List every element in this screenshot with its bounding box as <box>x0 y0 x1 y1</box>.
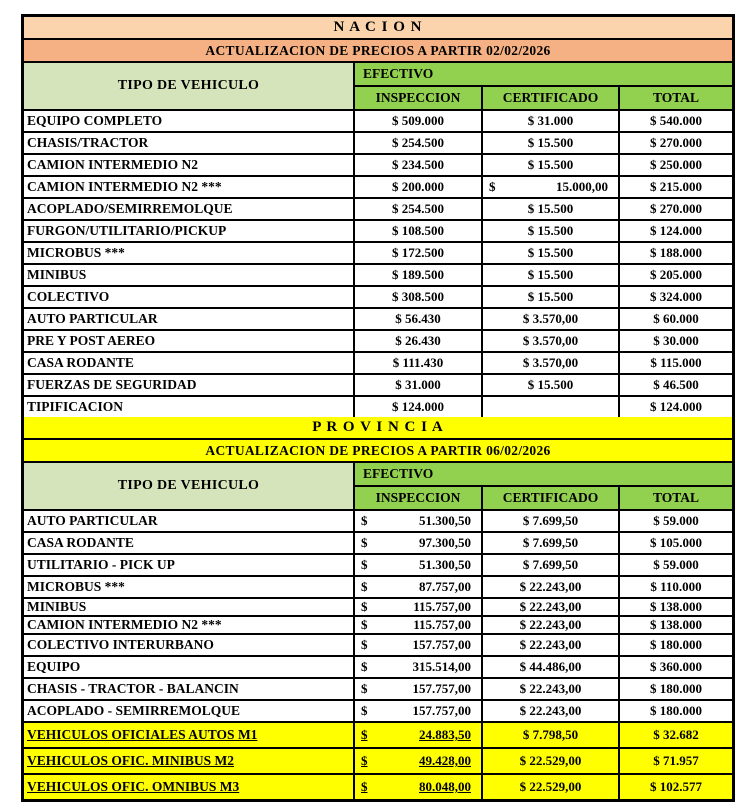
table-row <box>24 657 732 679</box>
inspeccion-value: $ 234.500 <box>355 155 483 175</box>
total-value: $ 71.957 <box>620 749 732 773</box>
vehicle-type-label: COLECTIVO <box>24 287 355 307</box>
inspeccion-value <box>355 577 483 597</box>
inspeccion-value <box>355 749 483 773</box>
vehicle-type-label: AUTO PARTICULAR <box>24 309 355 329</box>
total-value: $ 138.000 <box>620 599 732 615</box>
certificado-value: $ 15.500 <box>483 265 620 285</box>
total-value: $ 30.000 <box>620 331 732 351</box>
total-value: $ 180.000 <box>620 635 732 655</box>
table-row <box>24 599 732 617</box>
currency-symbol: $ <box>361 681 368 696</box>
total-value: $ 270.000 <box>620 133 732 153</box>
inspeccion-value <box>355 775 483 799</box>
total-value: $ 180.000 <box>620 679 732 699</box>
total-value: $ 270.000 <box>620 199 732 219</box>
column-headers <box>355 87 732 109</box>
section-subtitle <box>24 440 732 463</box>
table-row <box>24 555 732 577</box>
inspeccion-value: $ 254.500 <box>355 133 483 153</box>
amount-value: 24.883,50 <box>419 727 471 742</box>
certificado-value: $ 15.500 <box>483 243 620 263</box>
table-row-highlight <box>24 775 732 799</box>
total-column-header: TOTAL <box>620 487 732 509</box>
total-value: $ 59.000 <box>620 511 732 531</box>
table-row <box>24 533 732 555</box>
total-value: $ 324.000 <box>620 287 732 307</box>
section <box>24 17 732 417</box>
certificado-value: $ 15.500 <box>483 221 620 241</box>
currency-symbol: $ <box>361 727 368 742</box>
inspeccion-value: $ 254.500 <box>355 199 483 219</box>
table-header <box>24 63 732 111</box>
amount-value: 157.757,00 <box>412 637 471 652</box>
table-row <box>24 635 732 657</box>
certificado-value: $ 7.699,50 <box>483 511 620 531</box>
total-value: $ 205.000 <box>620 265 732 285</box>
currency-symbol: $ <box>361 513 368 528</box>
table-row <box>24 221 732 243</box>
certificado-value: $ 7.699,50 <box>483 533 620 553</box>
inspeccion-value <box>355 723 483 747</box>
certificado-value <box>483 177 620 197</box>
certificado-value: $ 22.243,00 <box>483 679 620 699</box>
certificado-value: $ 15.500 <box>483 155 620 175</box>
certificado-column-header: CERTIFICADO <box>483 487 620 509</box>
vehicle-type-label: CHASIS/TRACTOR <box>24 133 355 153</box>
amount-value: 51.300,50 <box>419 513 471 528</box>
table-row <box>24 701 732 723</box>
currency-symbol: $ <box>361 659 368 674</box>
section-subtitle-text: ACTUALIZACION DE PRECIOS A PARTIR 06/02/2026 <box>205 442 551 458</box>
amount-value: 97.300,50 <box>419 535 471 550</box>
column-headers <box>355 487 732 509</box>
vehicle-type-label: VEHICULOS OFIC. MINIBUS M2 <box>24 749 355 773</box>
vehicle-type-label: CASA RODANTE <box>24 353 355 373</box>
vehicle-type-label: CASA RODANTE <box>24 533 355 553</box>
amount-value: 315.514,00 <box>412 659 471 674</box>
total-value: $ 115.000 <box>620 353 732 373</box>
inspeccion-value <box>355 679 483 699</box>
certificado-value: $ 15.500 <box>483 133 620 153</box>
certificado-value: $ 3.570,00 <box>483 331 620 351</box>
inspeccion-value <box>355 555 483 575</box>
table-row <box>24 155 732 177</box>
vehicle-type-label: CAMION INTERMEDIO N2 <box>24 155 355 175</box>
currency-symbol: $ <box>361 637 368 652</box>
certificado-value: $ 44.486,00 <box>483 657 620 677</box>
table-row <box>24 577 732 599</box>
amount-value: 51.300,50 <box>419 557 471 572</box>
vehicle-type-label: CAMION INTERMEDIO N2 *** <box>24 617 355 633</box>
inspeccion-value: $ 111.430 <box>355 353 483 373</box>
inspeccion-column-header: INSPECCION <box>355 87 483 109</box>
certificado-value: $ 3.570,00 <box>483 353 620 373</box>
efectivo-header-group <box>355 63 732 109</box>
inspeccion-value: $ 172.500 <box>355 243 483 263</box>
vehicle-type-label: PRE Y POST AEREO <box>24 331 355 351</box>
table-row <box>24 353 732 375</box>
section-title <box>24 17 732 40</box>
total-value: $ 124.000 <box>620 397 732 417</box>
currency-symbol: $ <box>361 557 368 572</box>
section-subtitle-text: ACTUALIZACION DE PRECIOS A PARTIR 02/02/2026 <box>205 42 551 58</box>
currency-symbol: $ <box>361 599 368 614</box>
table-row-highlight <box>24 723 732 749</box>
vehicle-type-label: MICROBUS *** <box>24 243 355 263</box>
amount-value: 87.757,00 <box>419 579 471 594</box>
vehicle-type-label: TIPIFICACION <box>24 397 355 417</box>
efectivo-header: EFECTIVO <box>355 63 732 87</box>
certificado-value: $ 22.243,00 <box>483 635 620 655</box>
amount-value: 157.757,00 <box>412 703 471 718</box>
currency-symbol: $ <box>361 617 368 632</box>
total-value: $ 540.000 <box>620 111 732 131</box>
section-rows <box>24 511 732 799</box>
inspeccion-value <box>355 635 483 655</box>
inspeccion-value: $ 509.000 <box>355 111 483 131</box>
table-row <box>24 511 732 533</box>
certificado-column-header: CERTIFICADO <box>483 87 620 109</box>
certificado-value: $ 22.243,00 <box>483 617 620 633</box>
vehicle-type-label: FURGON/UTILITARIO/PICKUP <box>24 221 355 241</box>
inspeccion-value <box>355 599 483 615</box>
table-row <box>24 287 732 309</box>
section-subtitle <box>24 40 732 63</box>
section-title <box>24 417 732 440</box>
vehicle-type-label: COLECTIVO INTERURBANO <box>24 635 355 655</box>
vehicle-type-label: UTILITARIO - PICK UP <box>24 555 355 575</box>
table-row <box>24 111 732 133</box>
table-row <box>24 243 732 265</box>
amount-value: 80.048,00 <box>419 779 471 794</box>
total-value: $ 124.000 <box>620 221 732 241</box>
vehicle-type-label: FUERZAS DE SEGURIDAD <box>24 375 355 395</box>
inspeccion-value: $ 308.500 <box>355 287 483 307</box>
inspeccion-value <box>355 533 483 553</box>
vehicle-type-label: AUTO PARTICULAR <box>24 511 355 531</box>
vehicle-type-label: EQUIPO COMPLETO <box>24 111 355 131</box>
table-row <box>24 375 732 397</box>
total-value: $ 105.000 <box>620 533 732 553</box>
inspeccion-value: $ 124.000 <box>355 397 483 417</box>
certificado-value <box>483 397 620 417</box>
total-value: $ 138.000 <box>620 617 732 633</box>
vehicle-type-label: ACOPLADO/SEMIRREMOLQUE <box>24 199 355 219</box>
price-table <box>21 14 735 802</box>
section-title-text: P R O V I N C I A <box>312 419 444 435</box>
currency-symbol: $ <box>361 753 368 768</box>
total-value: $ 60.000 <box>620 309 732 329</box>
total-value: $ 188.000 <box>620 243 732 263</box>
table-row <box>24 199 732 221</box>
currency-symbol: $ <box>361 779 368 794</box>
vehicle-type-label: EQUIPO <box>24 657 355 677</box>
total-value: $ 46.500 <box>620 375 732 395</box>
total-value: $ 180.000 <box>620 701 732 721</box>
vehicle-type-label: VEHICULOS OFICIALES AUTOS M1 <box>24 723 355 747</box>
currency-symbol: $ <box>361 535 368 550</box>
efectivo-header: EFECTIVO <box>355 463 732 487</box>
currency-symbol: $ <box>489 179 496 194</box>
tipo-de-vehiculo-header: TIPO DE VEHICULO <box>24 63 355 109</box>
efectivo-header-group <box>355 463 732 509</box>
inspeccion-value: $ 26.430 <box>355 331 483 351</box>
table-row <box>24 265 732 287</box>
inspeccion-value: $ 108.500 <box>355 221 483 241</box>
certificado-value: $ 3.570,00 <box>483 309 620 329</box>
table-row <box>24 617 732 635</box>
certificado-value: $ 22.243,00 <box>483 599 620 615</box>
table-row <box>24 679 732 701</box>
vehicle-type-label: CAMION INTERMEDIO N2 *** <box>24 177 355 197</box>
table-row <box>24 133 732 155</box>
currency-symbol: $ <box>361 579 368 594</box>
vehicle-type-label: MICROBUS *** <box>24 577 355 597</box>
certificado-value: $ 15.500 <box>483 199 620 219</box>
inspeccion-value: $ 56.430 <box>355 309 483 329</box>
amount-value: 115.757,00 <box>413 617 471 632</box>
inspeccion-value <box>355 657 483 677</box>
total-value: $ 360.000 <box>620 657 732 677</box>
total-value: $ 102.577 <box>620 775 732 799</box>
table-header <box>24 463 732 511</box>
certificado-value: $ 31.000 <box>483 111 620 131</box>
inspeccion-value: $ 31.000 <box>355 375 483 395</box>
vehicle-type-label: MINIBUS <box>24 599 355 615</box>
certificado-value: $ 22.243,00 <box>483 701 620 721</box>
inspeccion-value <box>355 617 483 633</box>
section <box>24 417 732 799</box>
certificado-value: $ 22.529,00 <box>483 749 620 773</box>
table-row <box>24 331 732 353</box>
inspeccion-value <box>355 511 483 531</box>
currency-symbol: $ <box>361 703 368 718</box>
total-value: $ 215.000 <box>620 177 732 197</box>
amount-value: 15.000,00 <box>556 179 608 194</box>
vehicle-type-label: VEHICULOS OFIC. OMNIBUS M3 <box>24 775 355 799</box>
total-value: $ 250.000 <box>620 155 732 175</box>
inspeccion-column-header: INSPECCION <box>355 487 483 509</box>
tipo-de-vehiculo-header: TIPO DE VEHICULO <box>24 463 355 509</box>
certificado-value: $ 22.529,00 <box>483 775 620 799</box>
certificado-value: $ 7.699,50 <box>483 555 620 575</box>
table-row <box>24 177 732 199</box>
vehicle-type-label: MINIBUS <box>24 265 355 285</box>
amount-value: 115.757,00 <box>413 599 471 614</box>
amount-value: 157.757,00 <box>412 681 471 696</box>
total-column-header: TOTAL <box>620 87 732 109</box>
certificado-value: $ 22.243,00 <box>483 577 620 597</box>
certificado-value: $ 15.500 <box>483 375 620 395</box>
section-rows <box>24 111 732 417</box>
table-row <box>24 309 732 331</box>
inspeccion-value: $ 189.500 <box>355 265 483 285</box>
amount-value: 49.428,00 <box>419 753 471 768</box>
total-value: $ 110.000 <box>620 577 732 597</box>
vehicle-type-label: CHASIS - TRACTOR - BALANCIN <box>24 679 355 699</box>
table-row <box>24 397 732 417</box>
vehicle-type-label: ACOPLADO - SEMIRREMOLQUE <box>24 701 355 721</box>
inspeccion-value <box>355 701 483 721</box>
inspeccion-value: $ 200.000 <box>355 177 483 197</box>
certificado-value: $ 7.798,50 <box>483 723 620 747</box>
table-row-highlight <box>24 749 732 775</box>
total-value: $ 59.000 <box>620 555 732 575</box>
certificado-value: $ 15.500 <box>483 287 620 307</box>
total-value: $ 32.682 <box>620 723 732 747</box>
section-title-text: N A C I O N <box>333 19 423 35</box>
